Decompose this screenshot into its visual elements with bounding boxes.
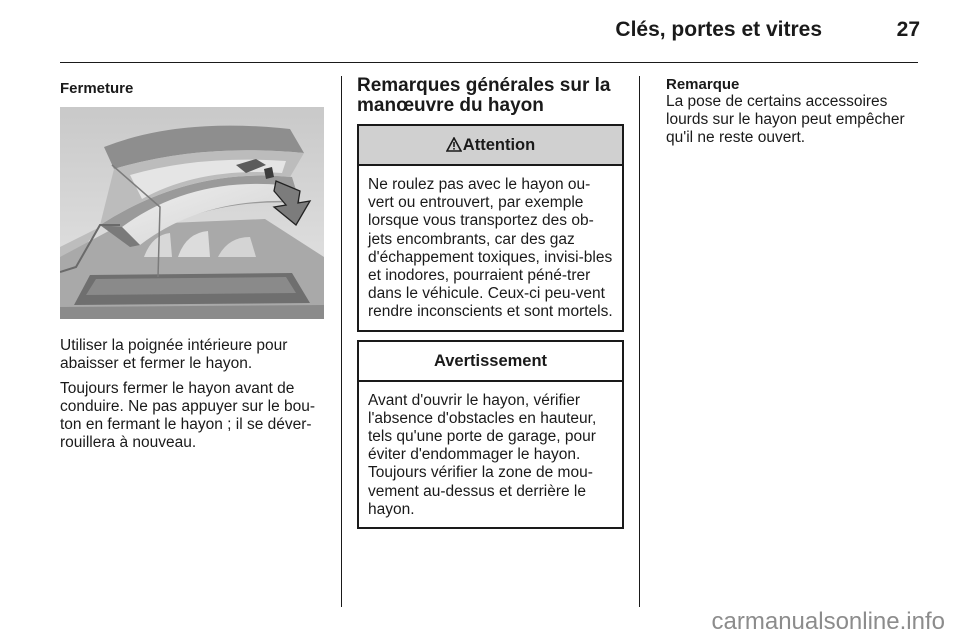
column-divider-1 xyxy=(341,76,342,607)
page-number: 27 xyxy=(896,18,920,41)
column-left xyxy=(60,80,325,452)
chapter-title: Clés, portes et vitres xyxy=(615,18,822,41)
column-divider-2 xyxy=(639,76,640,607)
remark-title: Remarque xyxy=(666,76,740,93)
attention-text: Ne roulez pas avec le hayon ou-vert ou entrouvert, par exemple lorsque vous transportez des ob-jets encombrants, car des gaz d'échappement toxiques, invisi-bles et inodores, pourraient péné-trer dans le véhicule. Ceux-ci peu-vent rendre inconscients et sont mortels. xyxy=(368,176,613,321)
warning-triangle-icon xyxy=(446,128,462,166)
warning-text: Avant d'ouvrir le hayon, vérifier l'absence d'obstacles en hauteur, tels qu'une porte de garage, pour éviter d'endommager le hayon. Toujours vérifier la zone de mou-vement au-dessus et derrière le hayon. xyxy=(368,391,597,518)
instruction-paragraph-2: Toujours fermer le hayon avant de conduire. Ne pas appuyer sur le bou-ton en fermant le hayon ; il se déver-rouillera à nouveau. xyxy=(60,380,316,451)
tailgate-photo xyxy=(60,107,324,319)
section-subheading: Fermeture xyxy=(60,80,134,97)
warning-box xyxy=(357,340,624,529)
column-middle xyxy=(357,76,622,529)
remark-text: La pose de certains accessoires lourds sur le hayon peut empêcher qu'il ne reste ouvert. xyxy=(666,93,905,146)
warning-header: Avertissement xyxy=(359,342,622,382)
header-divider xyxy=(60,62,918,63)
instruction-paragraph-1: Utiliser la poignée intérieure pour abaisser et fermer le hayon. xyxy=(60,337,288,372)
attention-header xyxy=(359,126,622,166)
site-watermark[interactable]: carmanualsonline.info xyxy=(711,608,945,635)
attention-box xyxy=(357,124,624,332)
attention-label: Attention xyxy=(462,136,536,154)
column-right xyxy=(666,76,921,147)
section-title: Remarques générales sur la manœuvre du hayon xyxy=(357,75,611,116)
